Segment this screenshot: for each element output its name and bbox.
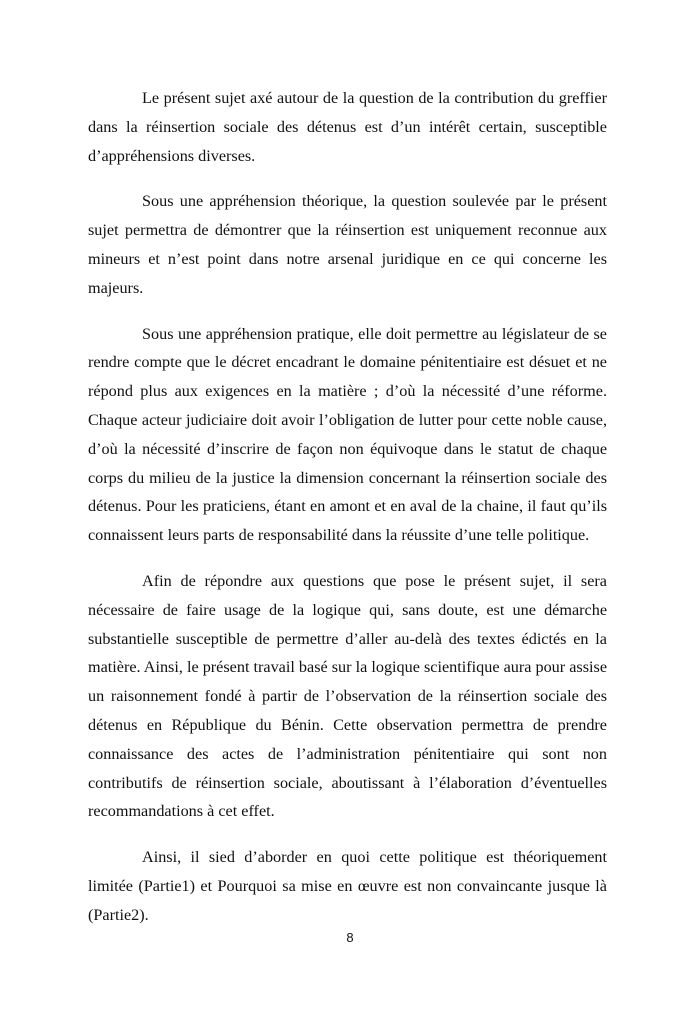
paragraph-theoretical: Sous une appréhension théorique, la question soulevée par le présent sujet permettra de démontrer que la réinsertion est uniquement reconnue aux mineurs et n’est point dans notre arsenal juridique en ce qui concerne les majeurs. — [88, 192, 607, 297]
paragraph-method: Afin de répondre aux questions que pose le présent sujet, il sera nécessaire de faire usage de la logique qui, sans doute, est une démarche substantielle susceptible de permettre d’aller au-delà des textes édictés en la matière. Ainsi, le présent travail basé sur la logique scientifique aura pour assise un raisonnement fondé à partir de l’observation de la réinsertion sociale des détenus en République du Bénin. Cette observation permettra de prendre connaissance des actes de l’administration pénitentiaire qui sont non contributifs de réinsertion sociale, aboutissant à l’élaboration d’éventuelles recommandations à cet effet. — [88, 571, 607, 821]
body-text — [88, 84, 607, 947]
page-number: 8 — [346, 930, 354, 945]
paragraph-plan: Ainsi, il sied d’aborder en quoi cette politique est théoriquement limitée (Partie1) et Pourquoi sa mise en œuvre est non convaincante jusque là (Partie2). — [88, 848, 607, 924]
paragraph-practical: Sous une appréhension pratique, elle doit permettre au législateur de se rendre compte que le décret encadrant le domaine pénitentiaire est désuet et ne répond plus aux exigences en la matière ; d’où la nécessité d’une réforme. Chaque acteur judiciaire doit avoir l’obligation de lutter pour cette noble cause, d’où la nécessité d’inscrire de façon non équivoque dans le statut de chaque corps du milieu de la justice la dimension concernant la réinsertion sociale des détenus. Pour les praticiens, étant en amont et en aval de la chaine, il faut qu’ils connaissent leurs parts de responsabilité dans la réussite d’une telle politique. — [88, 324, 607, 545]
paragraph-intro: Le présent sujet axé autour de la question de la contribution du greffier dans la réinsertion sociale des détenus est d’un intérêt certain, susceptible d’appréhensions diverses. — [88, 89, 607, 165]
